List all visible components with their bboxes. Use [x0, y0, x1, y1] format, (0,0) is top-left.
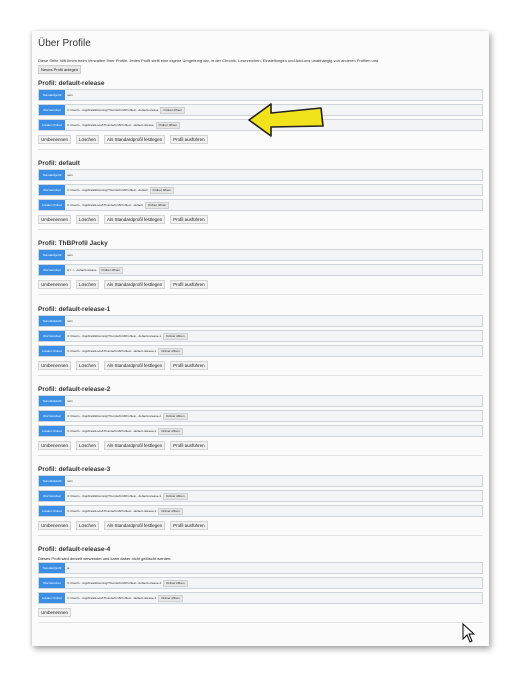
default-profile-label: Standardprofil: [39, 476, 65, 486]
open-root-folder-button[interactable]: Ordner öffnen: [99, 267, 123, 274]
profile-heading: Profil: default-release-1: [38, 306, 111, 313]
default-profile-row: [38, 562, 483, 574]
root-folder-path: C:\Users\...\AppData\Roaming\Thunderbird\Profiles\...default-release-2: [67, 414, 162, 418]
open-root-folder-button[interactable]: Ordner öffnen: [163, 333, 187, 340]
profile-actions: [38, 440, 483, 450]
default-profile-row: [38, 169, 483, 181]
default-profile-value: nein: [67, 173, 73, 177]
profile-actions: [38, 607, 483, 617]
open-root-folder-button[interactable]: Ordner öffnen: [160, 107, 184, 114]
divider: [38, 294, 483, 295]
set-default-button[interactable]: Als Standardprofil festlegen: [104, 215, 165, 224]
root-folder-label: Wurzelordner: [39, 411, 65, 421]
local-folder-path: C:\Users\...\AppData\Local\Thunderbird\Profiles\...default-release-1: [67, 349, 157, 353]
set-default-button[interactable]: Als Standardprofil festlegen: [104, 441, 165, 450]
root-folder-row: [38, 490, 483, 502]
rename-button[interactable]: Umbenennen: [38, 361, 71, 370]
local-folder-label: Lokaler Ordner: [39, 506, 65, 516]
default-profile-value: nein: [67, 479, 73, 483]
profile-section: [38, 385, 483, 456]
root-folder-path: C:\Users\...\AppData\Roaming\Thunderbird\Profiles\...default-release: [67, 108, 159, 112]
local-folder-label: Lokaler Ordner: [39, 346, 65, 356]
mouse-cursor-icon: [462, 623, 476, 643]
root-folder-label: Wurzelordner: [39, 331, 65, 341]
root-folder-row: [38, 330, 483, 342]
launch-profile-button[interactable]: Profil ausführen: [170, 135, 208, 144]
launch-profile-button[interactable]: Profil ausführen: [170, 280, 208, 289]
open-local-folder-button[interactable]: Ordner öffnen: [156, 122, 180, 129]
default-profile-label: Standardprofil: [39, 396, 65, 406]
root-folder-label: Wurzelordner: [39, 578, 65, 588]
root-folder-row: [38, 184, 483, 196]
divider: [38, 149, 483, 150]
local-folder-path: C:\Users\...\AppData\Local\Thunderbird\Profiles\...default-release: [67, 123, 154, 127]
delete-button[interactable]: Löschen: [76, 521, 99, 530]
profile-section: [38, 545, 483, 623]
local-folder-label: Lokaler Ordner: [39, 120, 65, 130]
launch-profile-button[interactable]: Profil ausführen: [170, 521, 208, 530]
default-profile-label: Standardprofil: [39, 90, 65, 100]
open-root-folder-button[interactable]: Ordner öffnen: [163, 580, 187, 587]
divider: [38, 622, 483, 623]
local-folder-row: [38, 592, 483, 604]
divider: [38, 455, 483, 456]
root-folder-label: Wurzelordner: [39, 185, 65, 195]
root-folder-label: Wurzelordner: [39, 105, 65, 115]
divider: [38, 229, 483, 230]
default-profile-row: [38, 315, 483, 327]
open-local-folder-button[interactable]: Ordner öffnen: [158, 348, 182, 355]
set-default-button[interactable]: Als Standardprofil festlegen: [104, 135, 165, 144]
root-folder-label: Wurzelordner: [39, 265, 65, 275]
default-profile-row: [38, 249, 483, 261]
profile-heading: Profil: default-release-3: [38, 466, 111, 473]
local-folder-path: C:\Users\...\AppData\Local\Thunderbird\Profiles\...default-release-4: [67, 596, 157, 600]
set-default-button[interactable]: Als Standardprofil festlegen: [104, 280, 165, 289]
root-folder-path: H:\...\...default-release: [67, 268, 97, 272]
default-profile-value: nein: [67, 319, 73, 323]
default-profile-value: nein: [67, 253, 73, 257]
rename-button[interactable]: Umbenennen: [38, 135, 71, 144]
default-profile-value: nein: [67, 93, 73, 97]
rename-button[interactable]: Umbenennen: [38, 608, 71, 617]
open-local-folder-button[interactable]: Ordner öffnen: [158, 595, 182, 602]
local-folder-label: Lokaler Ordner: [39, 200, 65, 210]
launch-profile-button[interactable]: Profil ausführen: [170, 361, 208, 370]
local-folder-row: [38, 505, 483, 517]
default-profile-label: Standardprofil: [39, 316, 65, 326]
profile-heading: Profil: default: [38, 160, 80, 167]
default-profile-label: Standardprofil: [39, 250, 65, 260]
root-folder-path: C:\Users\...\AppData\Roaming\Thunderbird\Profiles\...default-release-3: [67, 494, 162, 498]
profile-section: [38, 305, 483, 376]
default-profile-value: ja: [67, 566, 70, 570]
set-default-button[interactable]: Als Standardprofil festlegen: [104, 361, 165, 370]
rename-button[interactable]: Umbenennen: [38, 441, 71, 450]
open-local-folder-button[interactable]: Ordner öffnen: [158, 428, 182, 435]
set-default-button[interactable]: Als Standardprofil festlegen: [104, 521, 165, 530]
local-folder-row: [38, 199, 483, 211]
divider: [38, 375, 483, 376]
delete-button[interactable]: Löschen: [76, 135, 99, 144]
launch-profile-button[interactable]: Profil ausführen: [170, 441, 208, 450]
new-profile-button[interactable]: Neues Profil anlegen: [38, 65, 81, 74]
local-folder-row: [38, 425, 483, 437]
rename-button[interactable]: Umbenennen: [38, 521, 71, 530]
default-profile-label: Standardprofil: [39, 170, 65, 180]
default-profile-value: nein: [67, 399, 73, 403]
profile-section: [38, 159, 483, 230]
profile-actions: [38, 520, 483, 530]
default-profile-row: [38, 395, 483, 407]
root-folder-path: C:\Users\...\AppData\Roaming\Thunderbird\Profiles\...default-release-4: [67, 581, 162, 585]
default-profile-label: Standardprofil: [39, 563, 65, 573]
profile-heading: Profil: ThBProfil Jacky: [38, 240, 108, 247]
divider: [38, 535, 483, 536]
root-folder-row: [38, 410, 483, 422]
local-folder-label: Lokaler Ordner: [39, 426, 65, 436]
root-folder-row: [38, 577, 483, 589]
delete-button[interactable]: Löschen: [76, 280, 99, 289]
local-folder-row: [38, 345, 483, 357]
page-intro: Diese Seite hilft Ihnen beim Verwalten Ihrer Profile. Jedes Profil stellt eine eigene Umgebung dar, in der Chronik, Lesezeichen, Einstellungen und Add-ons unabhängig von anderen Profilen und: [38, 58, 379, 63]
delete-button[interactable]: Löschen: [76, 215, 99, 224]
page-title: Über Profile: [38, 38, 91, 49]
rename-button[interactable]: Umbenennen: [38, 215, 71, 224]
profile-heading: Profil: default-release-4: [38, 546, 111, 553]
local-folder-path: C:\Users\...\AppData\Local\Thunderbird\Profiles\...default-release-3: [67, 509, 157, 513]
open-root-folder-button[interactable]: Ordner öffnen: [163, 413, 187, 420]
open-root-folder-button[interactable]: Ordner öffnen: [150, 187, 174, 194]
profile-in-use-note: Dieses Profil wird derzeit verwendet und kann daher nicht gelöscht werden.: [38, 556, 172, 561]
launch-profile-button[interactable]: Profil ausführen: [170, 215, 208, 224]
rename-button[interactable]: Umbenennen: [38, 280, 71, 289]
root-folder-path: C:\Users\...\AppData\Roaming\Thunderbird\Profiles\...default: [67, 188, 148, 192]
profile-actions: [38, 214, 483, 224]
delete-button[interactable]: Löschen: [76, 441, 99, 450]
profile-heading: Profil: default-release-2: [38, 386, 111, 393]
open-local-folder-button[interactable]: Ordner öffnen: [158, 508, 182, 515]
local-folder-path: C:\Users\...\AppData\Local\Thunderbird\Profiles\...default-release-2: [67, 429, 157, 433]
open-local-folder-button[interactable]: Ordner öffnen: [145, 202, 169, 209]
local-folder-label: Lokaler Ordner: [39, 593, 65, 603]
profile-heading: Profil: default-release: [38, 80, 105, 87]
default-profile-row: [38, 475, 483, 487]
local-folder-path: C:\Users\...\AppData\Local\Thunderbird\Profiles\...default: [67, 203, 143, 207]
profile-actions: [38, 360, 483, 370]
profile-section: [38, 239, 483, 295]
profile-section: [38, 465, 483, 536]
root-folder-row: [38, 264, 483, 276]
root-folder-label: Wurzelordner: [39, 491, 65, 501]
root-folder-path: C:\Users\...\AppData\Roaming\Thunderbird\Profiles\...default-release-1: [67, 334, 162, 338]
profile-actions: [38, 279, 483, 289]
annotation-arrow-icon: [245, 98, 325, 138]
delete-button[interactable]: Löschen: [76, 361, 99, 370]
open-root-folder-button[interactable]: Ordner öffnen: [163, 493, 187, 500]
